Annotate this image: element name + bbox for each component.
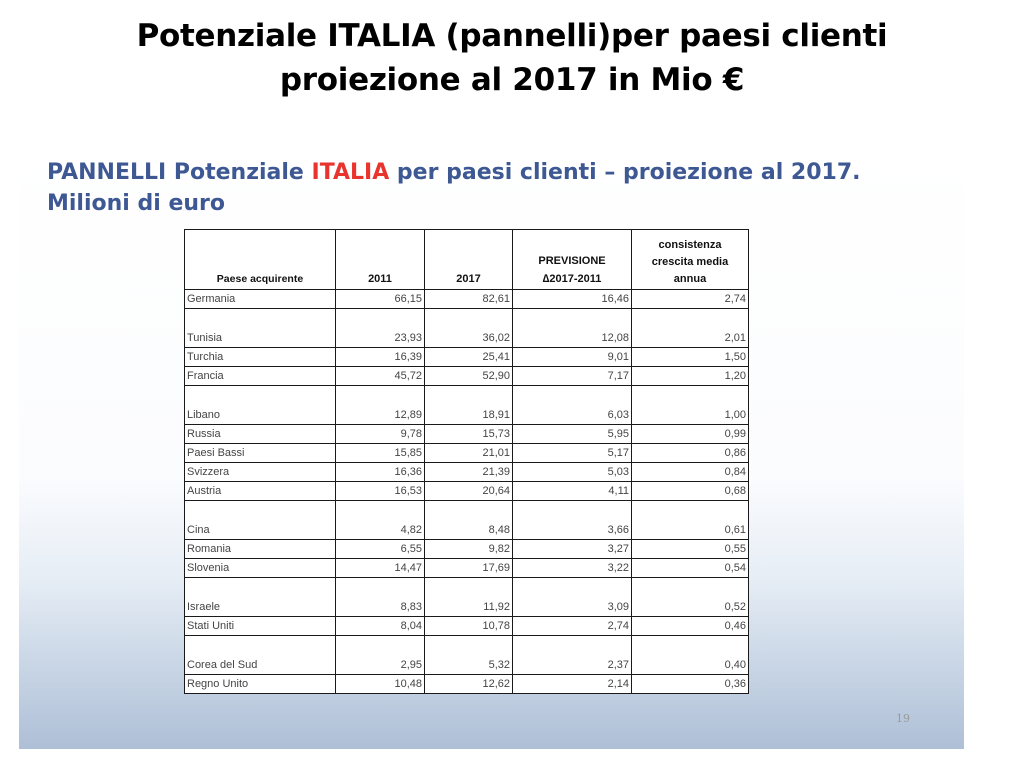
cell-growth: 0,55 (632, 540, 749, 559)
cell-2011: 2,95 (336, 636, 425, 675)
cell-growth: 1,50 (632, 348, 749, 367)
cell-2011: 14,47 (336, 559, 425, 578)
cell-2011: 4,82 (336, 501, 425, 540)
cell-forecast: 2,74 (513, 617, 632, 636)
cell-2011: 8,04 (336, 617, 425, 636)
cell-2017: 8,48 (425, 501, 513, 540)
cell-forecast: 7,17 (513, 367, 632, 386)
header-2011: 2011 (336, 230, 425, 290)
header-2017: 2017 (425, 230, 513, 290)
cell-growth: 1,20 (632, 367, 749, 386)
cell-2011: 45,72 (336, 367, 425, 386)
cell-growth: 2,74 (632, 290, 749, 309)
cell-2017: 9,82 (425, 540, 513, 559)
cell-2017: 15,73 (425, 425, 513, 444)
cell-growth: 0,84 (632, 463, 749, 482)
cell-country: Austria (185, 482, 336, 501)
embedded-heading (47, 157, 947, 219)
cell-growth: 2,01 (632, 309, 749, 348)
cell-2011: 16,53 (336, 482, 425, 501)
header-country: Paese acquirente (185, 230, 336, 290)
table-row (185, 559, 749, 578)
embedded-heading-part-2: per paesi clienti – proiezione al 2017. (389, 160, 861, 185)
cell-forecast: 5,95 (513, 425, 632, 444)
cell-country: Regno Unito (185, 675, 336, 694)
header-growth-line-2: crescita media (651, 256, 729, 268)
table-row (185, 444, 749, 463)
cell-forecast: 3,22 (513, 559, 632, 578)
cell-growth: 0,68 (632, 482, 749, 501)
cell-2011: 8,83 (336, 578, 425, 617)
cell-2011: 12,89 (336, 386, 425, 425)
cell-forecast: 3,66 (513, 501, 632, 540)
embedded-heading-line-2: Milioni di euro (47, 191, 225, 216)
cell-2017: 10,78 (425, 617, 513, 636)
cell-country: Libano (185, 386, 336, 425)
slide-title-line-1: Potenziale ITALIA (pannelli)per paesi clienti (136, 18, 888, 54)
header-growth-line-3: annua (673, 273, 707, 285)
table-row (185, 309, 749, 348)
cell-forecast: 6,03 (513, 386, 632, 425)
table-row (185, 348, 749, 367)
table-header-row (185, 230, 749, 290)
cell-2017: 25,41 (425, 348, 513, 367)
cell-2017: 52,90 (425, 367, 513, 386)
cell-growth: 0,61 (632, 501, 749, 540)
cell-country: Svizzera (185, 463, 336, 482)
table-row (185, 425, 749, 444)
cell-forecast: 2,14 (513, 675, 632, 694)
cell-country: Russia (185, 425, 336, 444)
cell-growth: 0,86 (632, 444, 749, 463)
cell-forecast: 5,17 (513, 444, 632, 463)
cell-forecast: 9,01 (513, 348, 632, 367)
cell-2017: 12,62 (425, 675, 513, 694)
export-table (184, 229, 749, 694)
cell-forecast: 16,46 (513, 290, 632, 309)
cell-country: Stati Uniti (185, 617, 336, 636)
cell-growth: 0,99 (632, 425, 749, 444)
table-row (185, 617, 749, 636)
cell-2017: 5,32 (425, 636, 513, 675)
cell-2011: 23,93 (336, 309, 425, 348)
table-row (185, 367, 749, 386)
cell-forecast: 4,11 (513, 482, 632, 501)
page-number: 19 (896, 712, 910, 725)
table-row (185, 386, 749, 425)
cell-2017: 18,91 (425, 386, 513, 425)
table-row (185, 290, 749, 309)
cell-country: Turchia (185, 348, 336, 367)
cell-growth: 0,52 (632, 578, 749, 617)
table-row (185, 540, 749, 559)
cell-2011: 9,78 (336, 425, 425, 444)
header-forecast-line-1: PREVISIONE (538, 255, 606, 267)
table-row (185, 675, 749, 694)
cell-2017: 17,69 (425, 559, 513, 578)
header-forecast-line-2: ∆2017-2011 (542, 273, 602, 285)
cell-country: Romania (185, 540, 336, 559)
table-row (185, 501, 749, 540)
cell-country: Corea del Sud (185, 636, 336, 675)
cell-2017: 36,02 (425, 309, 513, 348)
embedded-heading-part-1: PANNELLI Potenziale (47, 160, 312, 185)
cell-country: Paesi Bassi (185, 444, 336, 463)
table-row (185, 578, 749, 617)
cell-forecast: 3,27 (513, 540, 632, 559)
cell-country: Slovenia (185, 559, 336, 578)
slide-title (60, 14, 964, 102)
cell-2017: 82,61 (425, 290, 513, 309)
cell-2011: 10,48 (336, 675, 425, 694)
table-row (185, 636, 749, 675)
cell-growth: 0,40 (632, 636, 749, 675)
cell-forecast: 3,09 (513, 578, 632, 617)
cell-2017: 20,64 (425, 482, 513, 501)
header-forecast (513, 230, 632, 290)
cell-growth: 0,36 (632, 675, 749, 694)
cell-growth: 1,00 (632, 386, 749, 425)
cell-country: Germania (185, 290, 336, 309)
cell-2011: 15,85 (336, 444, 425, 463)
table-row (185, 482, 749, 501)
header-growth-line-1: consistenza (658, 239, 722, 251)
cell-forecast: 2,37 (513, 636, 632, 675)
table-row (185, 463, 749, 482)
slide-title-line-2: proiezione al 2017 in Mio € (279, 62, 745, 98)
cell-2011: 16,39 (336, 348, 425, 367)
cell-forecast: 5,03 (513, 463, 632, 482)
cell-2011: 6,55 (336, 540, 425, 559)
embedded-table-image (19, 143, 964, 749)
cell-2017: 21,01 (425, 444, 513, 463)
embedded-heading-accent: ITALIA (311, 160, 390, 185)
cell-2011: 16,36 (336, 463, 425, 482)
cell-country: Francia (185, 367, 336, 386)
header-growth (632, 230, 749, 290)
cell-2011: 66,15 (336, 290, 425, 309)
cell-growth: 0,46 (632, 617, 749, 636)
cell-country: Tunisia (185, 309, 336, 348)
cell-2017: 11,92 (425, 578, 513, 617)
cell-2017: 21,39 (425, 463, 513, 482)
cell-country: Israele (185, 578, 336, 617)
cell-growth: 0,54 (632, 559, 749, 578)
cell-forecast: 12,08 (513, 309, 632, 348)
cell-country: Cina (185, 501, 336, 540)
